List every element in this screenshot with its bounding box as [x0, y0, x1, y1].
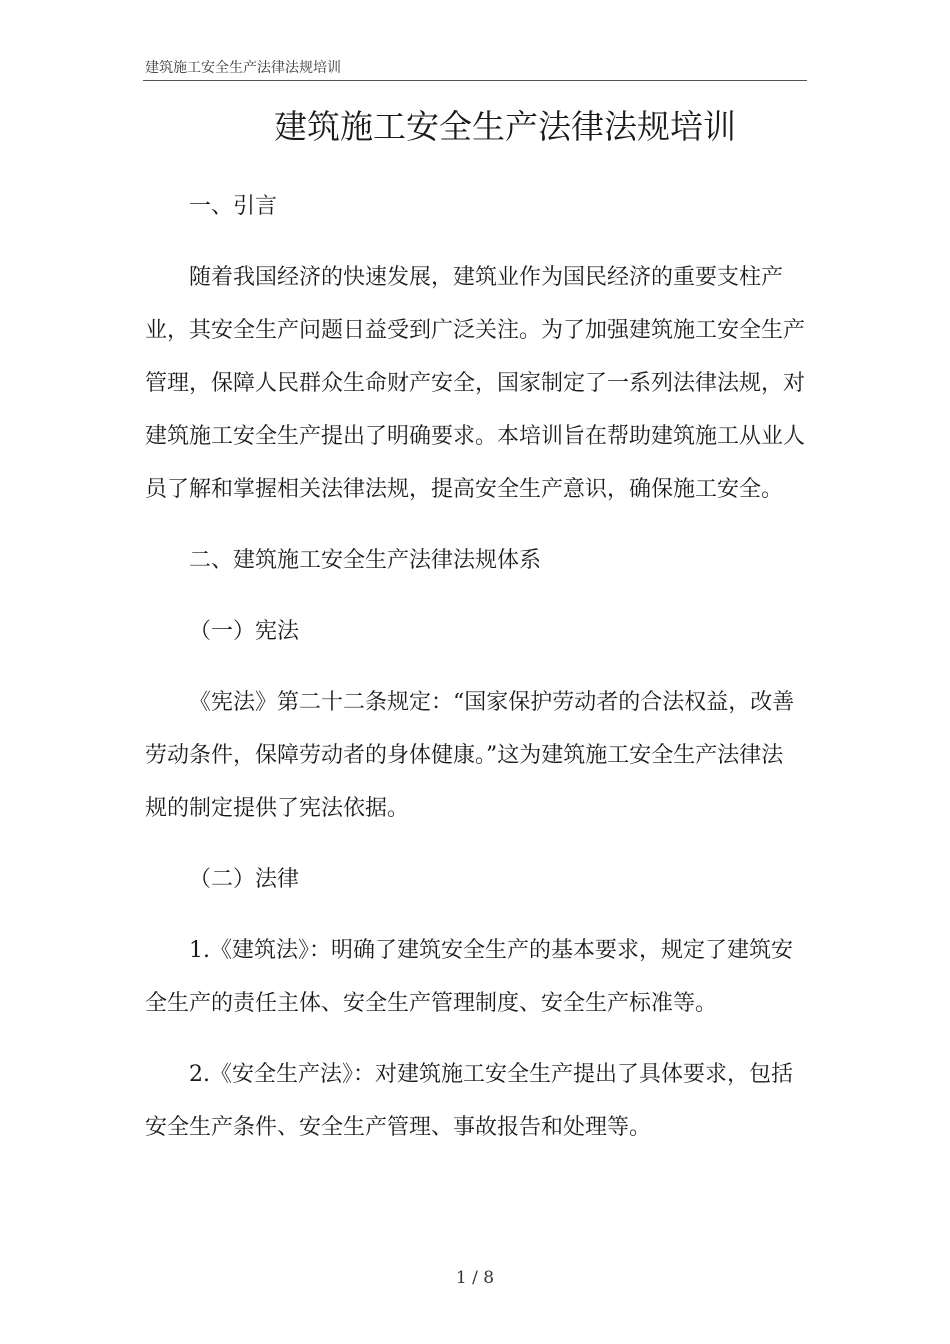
document-body: [145, 180, 805, 1154]
subsection-heading-law: （二）法律: [189, 867, 300, 892]
section-heading-introduction: 一、引言: [189, 194, 278, 219]
introduction-paragraph: 随着我国经济的快速发展，建筑业作为国民经济的重要支柱产业，其安全生产问题日益受到广泛关注。为了加强建筑施工安全生产管理，保障人民群众生命财产安全，国家制定了一系列法律法规，对建筑施工安全生产提出了明确要求。本培训旨在帮助建筑施工从业人员了解和掌握相关法律法规，提高安全生产意识，确保施工安全。: [145, 265, 806, 502]
law-item-work-safety-law: 2.《安全生产法》：对建筑施工安全生产提出了具体要求，包括安全生产条件、安全生产管理、事故报告和处理等。: [145, 1062, 793, 1140]
document-title: 建筑施工安全生产法律法规培训: [274, 107, 736, 146]
page-number: 1 / 8: [455, 1268, 495, 1288]
law-item-construction-law: 1.《建筑法》：明确了建筑安全生产的基本要求，规定了建筑安全生产的责任主体、安全生产管理制度、安全生产标准等。: [145, 938, 793, 1016]
subsection-heading-constitution: （一）宪法: [189, 619, 300, 644]
running-header: 建筑施工安全生产法律法规培训: [145, 60, 341, 76]
header-divider: [143, 80, 807, 81]
section-heading-legal-system: 二、建筑施工安全生产法律法规体系: [189, 548, 542, 573]
constitution-paragraph: 《宪法》第二十二条规定：“国家保护劳动者的合法权益，改善劳动条件，保障劳动者的身体健康。”这为建筑施工安全生产法律法规的制定提供了宪法依据。: [145, 690, 795, 821]
